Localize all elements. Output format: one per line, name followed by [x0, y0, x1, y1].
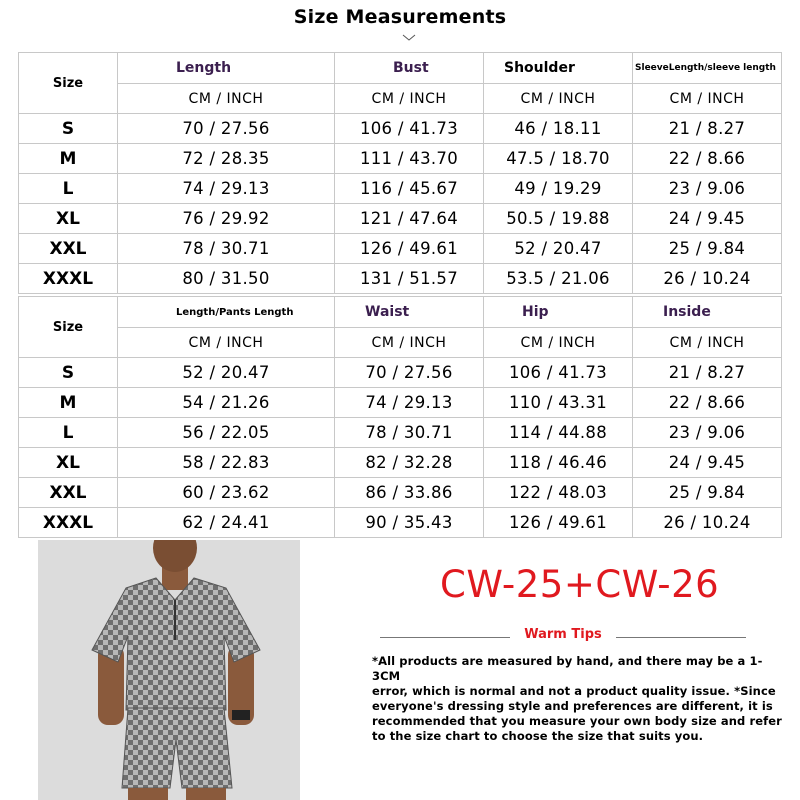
- column-header: SleeveLength/sleeve length: [633, 53, 782, 84]
- value-cell: 126 / 49.61: [335, 234, 484, 264]
- unit-row: [19, 84, 782, 114]
- value-cell: 23 / 9.06: [633, 418, 782, 448]
- size-cell: M: [19, 144, 118, 174]
- value-cell: 80 / 31.50: [118, 264, 335, 294]
- size-cell: XXXL: [19, 264, 118, 294]
- divider-left: [380, 637, 510, 638]
- table-row: [19, 144, 782, 174]
- value-cell: 111 / 43.70: [335, 144, 484, 174]
- size-cell: M: [19, 388, 118, 418]
- value-cell: 21 / 8.27: [633, 358, 782, 388]
- column-header: Waist: [335, 297, 484, 328]
- model-photo: [38, 540, 300, 800]
- value-cell: 86 / 33.86: [335, 478, 484, 508]
- size-cell: S: [19, 114, 118, 144]
- tips-line: *All products are measured by hand, and there may be a 1-3CM: [372, 654, 763, 683]
- value-cell: 24 / 9.45: [633, 204, 782, 234]
- page-title: Size Measurements: [293, 6, 507, 28]
- unit-label: CM / INCH: [484, 328, 633, 358]
- bottom-size-table: [18, 296, 782, 538]
- value-cell: 53.5 / 21.06: [484, 264, 633, 294]
- size-cell: XXXL: [19, 508, 118, 538]
- value-cell: 78 / 30.71: [335, 418, 484, 448]
- value-cell: 58 / 22.83: [118, 448, 335, 478]
- column-header: Inside: [633, 297, 782, 328]
- unit-label: CM / INCH: [484, 84, 633, 114]
- value-cell: 54 / 21.26: [118, 388, 335, 418]
- value-cell: 62 / 24.41: [118, 508, 335, 538]
- size-header: Size: [19, 297, 118, 358]
- value-cell: 47.5 / 18.70: [484, 144, 633, 174]
- column-header: Shoulder: [484, 53, 633, 84]
- table-row: [19, 234, 782, 264]
- unit-label: CM / INCH: [118, 84, 335, 114]
- value-cell: 76 / 29.92: [118, 204, 335, 234]
- table-row: [19, 508, 782, 538]
- value-cell: 90 / 35.43: [335, 508, 484, 538]
- chevron-down-icon: [402, 34, 416, 42]
- unit-label: CM / INCH: [335, 84, 484, 114]
- size-cell: XL: [19, 448, 118, 478]
- value-cell: 118 / 46.46: [484, 448, 633, 478]
- value-cell: 26 / 10.24: [633, 264, 782, 294]
- value-cell: 106 / 41.73: [484, 358, 633, 388]
- value-cell: 74 / 29.13: [118, 174, 335, 204]
- value-cell: 26 / 10.24: [633, 508, 782, 538]
- table-row: [19, 114, 782, 144]
- product-code: CW-25+CW-26: [440, 563, 720, 606]
- table-row: [19, 174, 782, 204]
- unit-label: CM / INCH: [118, 328, 335, 358]
- size-cell: L: [19, 418, 118, 448]
- table-row: [19, 478, 782, 508]
- table-row: [19, 358, 782, 388]
- size-cell: XXL: [19, 478, 118, 508]
- value-cell: 52 / 20.47: [484, 234, 633, 264]
- size-cell: L: [19, 174, 118, 204]
- value-cell: 22 / 8.66: [633, 388, 782, 418]
- value-cell: 72 / 28.35: [118, 144, 335, 174]
- column-header: Bust: [335, 53, 484, 84]
- value-cell: 106 / 41.73: [335, 114, 484, 144]
- size-header: Size: [19, 53, 118, 114]
- size-cell: XL: [19, 204, 118, 234]
- value-cell: 82 / 32.28: [335, 448, 484, 478]
- top-size-table: [18, 52, 782, 294]
- tips-line: to the size chart to choose the size that suits you.: [372, 729, 704, 743]
- value-cell: 49 / 19.29: [484, 174, 633, 204]
- value-cell: 50.5 / 19.88: [484, 204, 633, 234]
- table-row: [19, 204, 782, 234]
- value-cell: 131 / 51.57: [335, 264, 484, 294]
- unit-label: CM / INCH: [633, 328, 782, 358]
- divider-right: [616, 637, 746, 638]
- unit-row: [19, 328, 782, 358]
- value-cell: 116 / 45.67: [335, 174, 484, 204]
- value-cell: 70 / 27.56: [335, 358, 484, 388]
- value-cell: 52 / 20.47: [118, 358, 335, 388]
- warm-tips-title: Warm Tips: [524, 627, 602, 642]
- value-cell: 23 / 9.06: [633, 174, 782, 204]
- unit-label: CM / INCH: [335, 328, 484, 358]
- value-cell: 25 / 9.84: [633, 234, 782, 264]
- value-cell: 70 / 27.56: [118, 114, 335, 144]
- value-cell: 114 / 44.88: [484, 418, 633, 448]
- value-cell: 121 / 47.64: [335, 204, 484, 234]
- value-cell: 122 / 48.03: [484, 478, 633, 508]
- unit-label: CM / INCH: [633, 84, 782, 114]
- column-header: Length/Pants Length: [118, 297, 335, 328]
- value-cell: 74 / 29.13: [335, 388, 484, 418]
- warm-tips-text: [372, 654, 782, 744]
- value-cell: 126 / 49.61: [484, 508, 633, 538]
- tips-line: error, which is normal and not a product quality issue. *Since: [372, 684, 776, 698]
- tips-line: everyone's dressing style and preferences are different, it is: [372, 699, 773, 713]
- table-row: [19, 418, 782, 448]
- value-cell: 24 / 9.45: [633, 448, 782, 478]
- table-row: [19, 264, 782, 294]
- column-header: Hip: [484, 297, 633, 328]
- table-row: [19, 388, 782, 418]
- model-photo-icon: [38, 540, 300, 800]
- value-cell: 46 / 18.11: [484, 114, 633, 144]
- value-cell: 60 / 23.62: [118, 478, 335, 508]
- table-row: [19, 448, 782, 478]
- column-header: Length: [118, 53, 335, 84]
- size-cell: XXL: [19, 234, 118, 264]
- value-cell: 25 / 9.84: [633, 478, 782, 508]
- table-header-row: [19, 297, 782, 328]
- value-cell: 78 / 30.71: [118, 234, 335, 264]
- table-header-row: [19, 53, 782, 84]
- value-cell: 21 / 8.27: [633, 114, 782, 144]
- size-cell: S: [19, 358, 118, 388]
- value-cell: 56 / 22.05: [118, 418, 335, 448]
- value-cell: 110 / 43.31: [484, 388, 633, 418]
- value-cell: 22 / 8.66: [633, 144, 782, 174]
- tips-line: recommended that you measure your own body size and refer: [372, 714, 782, 728]
